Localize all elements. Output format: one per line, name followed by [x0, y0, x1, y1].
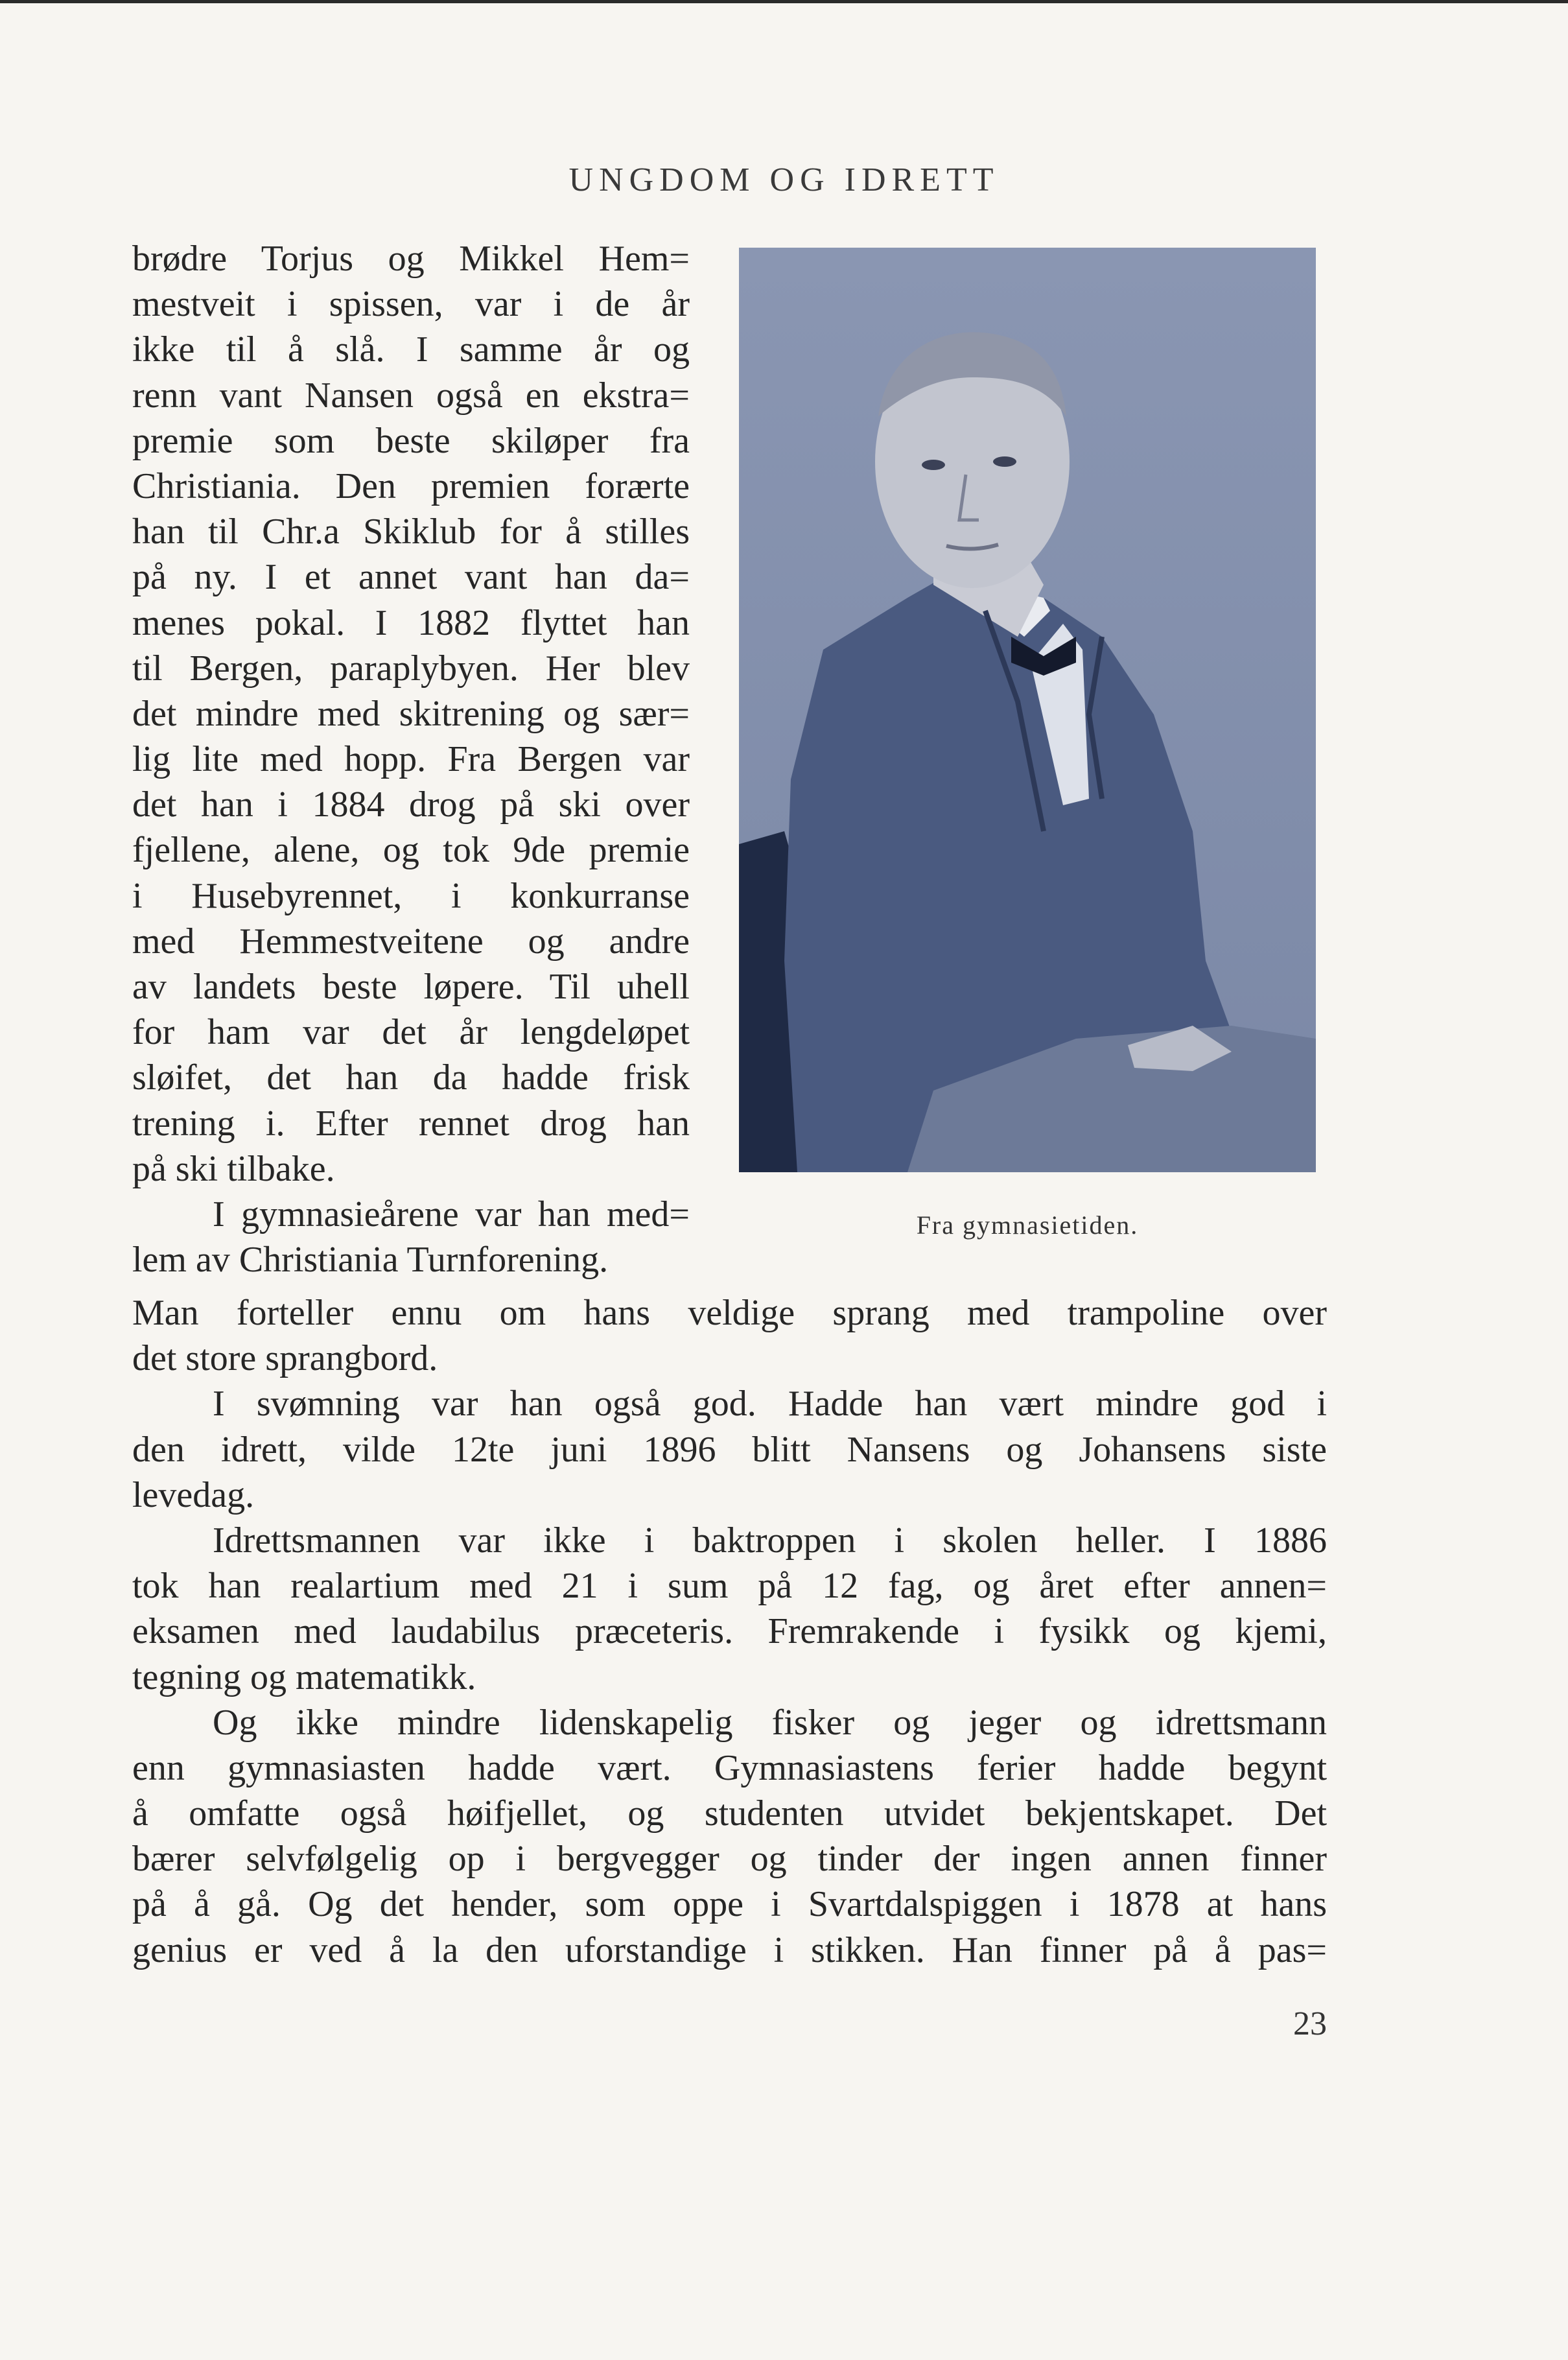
text-line: Og ikke mindre lidenskapelig fisker og jeger og idrettsmann	[213, 1702, 1327, 1743]
text-line: I svømning var han også god. Hadde han vært mindre god i	[213, 1384, 1327, 1424]
text-line: Christiania. Den premien forærte	[132, 466, 690, 506]
text-line: Man forteller ennu om hans veldige sprang med trampoline over	[132, 1293, 1327, 1333]
text-line: premie som beste skiløper fra	[132, 420, 690, 461]
portrait-illustration	[739, 248, 1316, 1172]
column-text	[132, 236, 690, 1282]
text-line: mestveit i spissen, var i de år	[132, 284, 690, 325]
text-line: tegning og matematikk.	[132, 1657, 476, 1697]
text-line: Idrettsmannen var ikke i baktroppen i skolen heller. I 1886	[213, 1520, 1327, 1561]
text-line: på å gå. Og det hender, som oppe i Svartdalspiggen i 1878 at hans	[132, 1884, 1327, 1925]
text-line: han til Chr.a Skiklub for å stilles	[132, 512, 690, 552]
text-line: sløifet, det han da hadde frisk	[132, 1057, 690, 1098]
portrait-photo	[739, 248, 1316, 1172]
text-line: I gymnasieårene var han med=	[213, 1194, 690, 1234]
text-line: enn gymnasiasten hadde vært. Gymnasiastens ferier hadde begynt	[132, 1747, 1327, 1788]
text-line: lig lite med hopp. Fra Bergen var	[132, 739, 690, 780]
text-line: trening i. Efter rennet drog han	[132, 1103, 690, 1144]
text-line: menes pokal. I 1882 flyttet han	[132, 602, 690, 643]
text-line: eksamen med laudabilus præceteris. Fremrakende i fysikk og kjemi,	[132, 1611, 1327, 1652]
text-line: det han i 1884 drog på ski over	[132, 785, 690, 825]
text-line: levedag.	[132, 1474, 255, 1515]
text-line: fjellene, alene, og tok 9de premie	[132, 830, 690, 871]
running-head: UNGDOM OG IDRETT	[568, 161, 1000, 198]
page-number: 23	[1293, 2005, 1327, 2042]
text-line: å omfatte også høifjellet, og studenten utvidet bekjentskapet. Det	[132, 1793, 1327, 1834]
text-line: tok han realartium med 21 i sum på 12 fag, og året efter annen=	[132, 1566, 1327, 1607]
text-line: til Bergen, paraplybyen. Her blev	[132, 648, 690, 689]
text-line: på ny. I et annet vant han da=	[132, 557, 690, 598]
text-line: med Hemmestveitene og andre	[132, 921, 690, 962]
text-line: bærer selvfølgelig op i bergvegger og tinder der ingen annen finner	[132, 1839, 1327, 1880]
text-line: på ski tilbake.	[132, 1148, 335, 1189]
text-line: for ham var det år lengdeløpet	[132, 1012, 690, 1053]
text-line: det mindre med skitrening og sær=	[132, 693, 690, 734]
text-line: i Husebyrennet, i konkurranse	[132, 875, 690, 916]
text-line: renn vant Nansen også en ekstra=	[132, 375, 690, 416]
text-line: av landets beste løpere. Til uhell	[132, 967, 690, 1007]
photo-caption: Fra gymnasietiden.	[916, 1210, 1139, 1240]
page-top-edge	[0, 0, 1568, 3]
text-line: lem av Christiania Turnforening.	[132, 1240, 609, 1280]
text-line: den idrett, vilde 12te juni 1896 blitt Nansens og Johansens siste	[132, 1429, 1327, 1470]
text-line: brødre Torjus og Mikkel Hem=	[132, 239, 690, 279]
text-line: ikke til å slå. I samme år og	[132, 329, 690, 370]
text-line: det store sprangbord.	[132, 1338, 438, 1379]
full-width-text	[132, 1290, 1327, 1973]
text-line: genius er ved å la den uforstandige i stikken. Han finner på å pas=	[132, 1929, 1327, 1970]
